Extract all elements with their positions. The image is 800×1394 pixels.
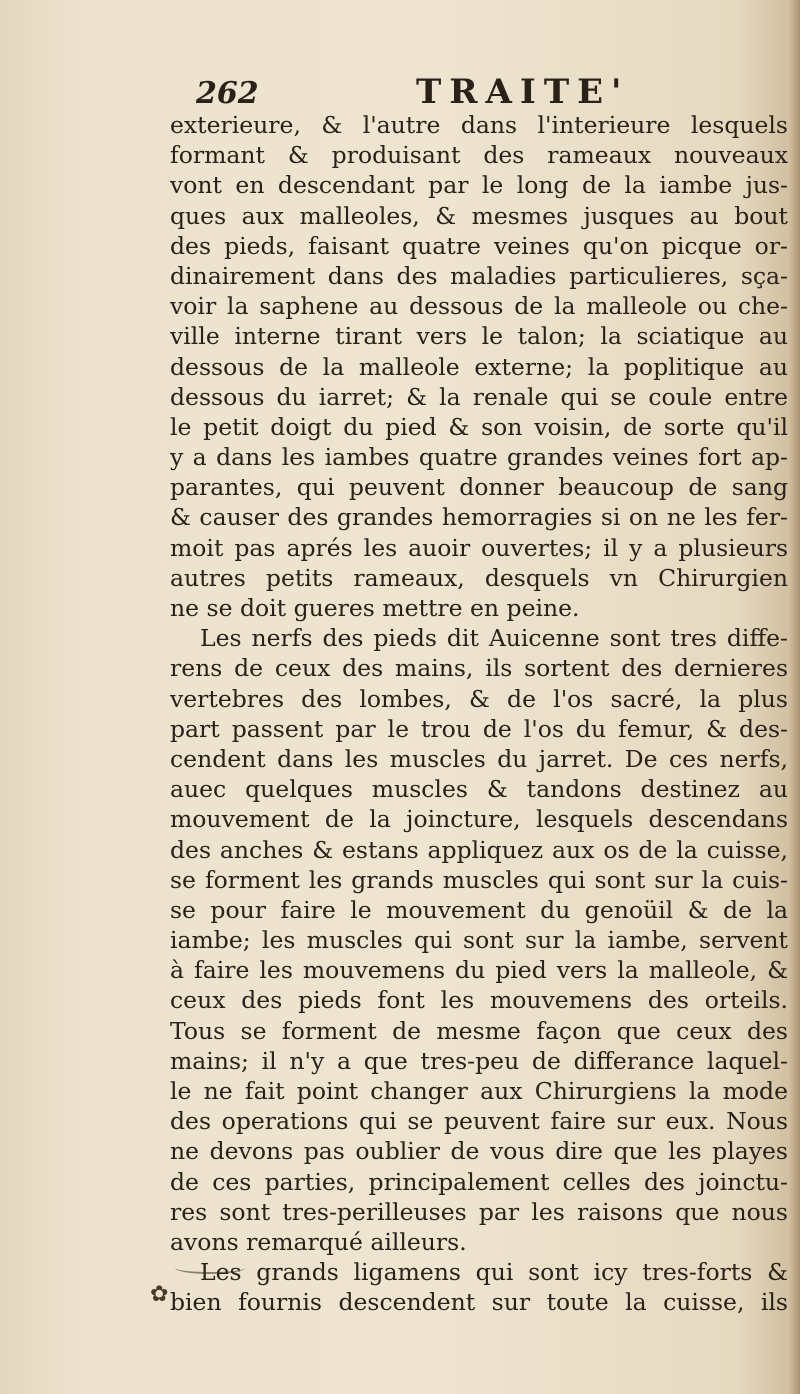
paragraph-end-line: ne se doit gueres mettre en peine. bbox=[170, 594, 580, 622]
text-line: ville interne tirant vers le talon; la sciatique au bbox=[170, 322, 788, 351]
page-edge bbox=[788, 0, 800, 1394]
text-line: des anches & estans appliquez aux os de la cuisse, bbox=[170, 835, 788, 864]
text-line: parantes, qui peuvent donner beaucoup de sang bbox=[170, 473, 788, 502]
text-line: iambe; les muscles qui sont sur la iambe, servent bbox=[170, 926, 788, 955]
text-line: ques aux malleoles, & mesmes jusques au bout bbox=[170, 201, 788, 230]
text-line: rens de ceux des mains, ils sortent des dernieres bbox=[170, 654, 788, 683]
page-number: 262 bbox=[196, 76, 259, 111]
text-line: voir la saphene au dessous de la malleole ou che- bbox=[170, 292, 788, 321]
text-line: se forment les grands muscles qui sont sur la cuis- bbox=[170, 865, 788, 894]
text-line: se pour faire le mouvement du genoüil & de la bbox=[170, 895, 788, 924]
text-line: formant & produisant des rameaux nouveaux bbox=[170, 141, 788, 170]
text-line: ne devons pas oublier de vous dire que les playes bbox=[170, 1137, 788, 1166]
paragraph-end-line: avons remarqué ailleurs. bbox=[170, 1227, 467, 1256]
text-line: vertebres des lombes, & de l'os sacré, la plus bbox=[170, 684, 788, 713]
text-line: le ne fait point changer aux Chirurgiens la mode bbox=[170, 1077, 788, 1105]
text-line: & causer des grandes hemorragies si on ne les fer- bbox=[170, 503, 788, 532]
text-line: autres petits rameaux, desquels vn Chirurgien bbox=[170, 563, 788, 592]
text-line: vont en descendant par le long de la iambe jus- bbox=[170, 171, 788, 200]
text-line: y a dans les iambes quatre grandes veines fort ap- bbox=[170, 443, 788, 472]
text-line: cendent dans les muscles du jarret. De ces nerfs, bbox=[170, 744, 788, 773]
text-line: des pieds, faisant quatre veines qu'on picque or- bbox=[170, 231, 788, 260]
ink-smudge bbox=[175, 1262, 245, 1274]
ink-mark-icon: ✿ bbox=[150, 1282, 169, 1307]
text-line: exterieure, & l'autre dans l'interieure lesquels bbox=[170, 111, 788, 139]
text-line: le petit doigt du pied & son voisin, de sorte qu'il bbox=[170, 412, 788, 441]
text-line: Tous se forment de mesme façon que ceux des bbox=[170, 1016, 788, 1045]
text-line: à faire les mouvemens du pied vers la malleole, & bbox=[170, 956, 788, 985]
running-title: TRAITE' bbox=[416, 72, 630, 112]
text-line: des operations qui se peuvent faire sur eux. Nous bbox=[170, 1107, 788, 1136]
paragraph-start-line: Les grands ligamens qui sont icy tres-forts & bbox=[200, 1258, 788, 1287]
text-line: de ces parties, principalement celles des joinctu- bbox=[170, 1167, 788, 1196]
text-line: auec quelques muscles & tandons destinez au bbox=[170, 775, 788, 804]
text-line: part passent par le trou de l'os du femur, & des- bbox=[170, 714, 788, 743]
text-line: bien fournis descendent sur toute la cuisse, ils bbox=[170, 1288, 788, 1317]
text-line: dessous de la malleole externe; la poplitique au bbox=[170, 352, 788, 381]
text-line: ceux des pieds font les mouvemens des orteils. bbox=[170, 986, 788, 1015]
paragraph-start-line: Les nerfs des pieds dit Auicenne sont tres diffe- bbox=[200, 624, 788, 653]
text-line: mains; il n'y a que tres-peu de differance laquel- bbox=[170, 1046, 788, 1075]
text-line: res sont tres-perilleuses par les raisons que nous bbox=[170, 1197, 788, 1226]
text-line: dinairement dans des maladies particulieres, sça- bbox=[170, 261, 788, 290]
text-line: dessous du iarret; & la renale qui se coule entre bbox=[170, 382, 788, 411]
text-line: moit pas aprés les auoir ouvertes; il y a plusieurs bbox=[170, 533, 788, 562]
body-text bbox=[170, 110, 788, 1318]
text-line: mouvement de la joincture, lesquels descendans bbox=[170, 805, 788, 834]
